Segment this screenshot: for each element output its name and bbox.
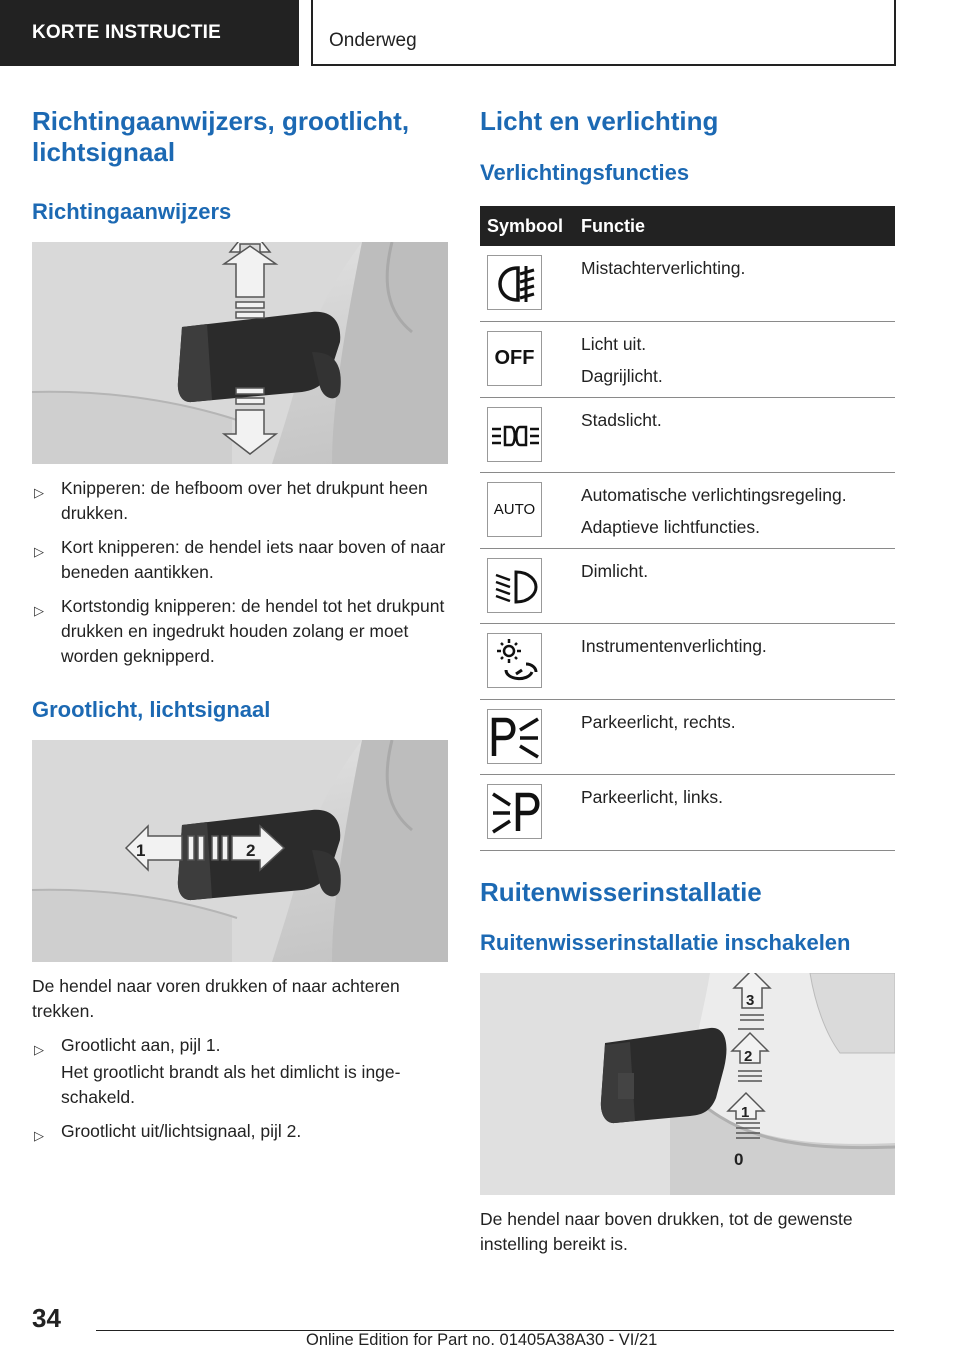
list-item: ▷ Kort knipperen: de hendel iets naar boven of naar beneden aantikken. [34, 537, 446, 582]
subsection-title-lighting-functions: Verlichtingsfuncties [480, 160, 690, 185]
table-row: Instrumentenverlichting. [480, 624, 895, 700]
turn-signal-list [32, 476, 448, 669]
table-row: OFF Licht uit. Dagrijlicht. [480, 322, 895, 398]
left-column [32, 100, 448, 1153]
triangle-bullet-icon: ▷ [34, 603, 44, 618]
column-header-symbol: Symbool [480, 206, 581, 246]
edition-text: Online Edition for Part no. 01405A38A30 - VI/21 [306, 1331, 658, 1349]
subsection-title-high-beam: Grootlicht, lichtsignaal [32, 697, 271, 722]
chapter-tab: Onderweg [311, 0, 896, 66]
wiper-label-3: 3 [746, 991, 755, 1009]
section-tab: KORTE INSTRUCTIE [0, 0, 299, 66]
list-item: ▷ Grootlicht aan, pijl 1. [32, 1033, 448, 1058]
triangle-bullet-icon: ▷ [34, 1042, 44, 1057]
turn-signal-lever-image [32, 242, 448, 464]
page-footer [0, 1300, 960, 1362]
triangle-bullet-icon: ▷ [34, 1128, 44, 1143]
auto-light-icon: AUTO [487, 482, 542, 537]
wiper-label-1: 1 [741, 1103, 750, 1121]
triangle-bullet-icon: ▷ [34, 485, 44, 500]
arrow-label-1: 1 [136, 841, 146, 860]
side-light-icon [487, 407, 542, 462]
high-beam-lever-image [32, 740, 448, 962]
table-header-row [480, 206, 895, 246]
section-title-lighting: Licht en verlichting [480, 106, 719, 136]
table-row: Parkeerlicht, rechts. [480, 699, 895, 775]
high-beam-note: Het grootlicht brandt als het dimlicht is ingeschakeld. [61, 1062, 401, 1107]
table-row: Dimlicht. [480, 548, 895, 624]
rear-fog-light-icon [487, 255, 542, 310]
list-item: ▷ Knipperen: de hefboom over het drukpunt heen drukken. [34, 478, 428, 523]
triangle-bullet-icon: ▷ [34, 544, 44, 559]
arrow-label-2: 2 [246, 841, 256, 860]
table-row: AUTO Automatische verlichtingsregeling. Adaptieve lichtfuncties. [480, 473, 895, 549]
lights-off-icon: OFF [487, 331, 542, 386]
wiper-label-2: 2 [744, 1047, 753, 1065]
table-row: Stadslicht. [480, 397, 895, 473]
wiper-label-0: 0 [734, 1149, 744, 1169]
subsection-title-wipers-on: Ruitenwisserinstallatie inschakelen [480, 929, 851, 955]
section-title-turn-signals: Richtingaanwijzers, grootlicht, lichtsignaal [32, 106, 410, 167]
right-column [480, 100, 895, 1257]
table-row: Mistachterverlichting. [480, 246, 895, 322]
subsection-title-turn-signals: Richtingaanwijzers [32, 199, 232, 224]
column-header-function: Functie [581, 206, 895, 246]
high-beam-list-2 [32, 1119, 448, 1144]
section-title-wipers: Ruitenwisserinstallatie [480, 876, 762, 907]
parking-light-left-icon [487, 784, 542, 839]
wiper-paragraph: De hendel naar boven drukken, tot de gewenste instelling bereikt is. [480, 1208, 853, 1254]
wiper-lever-image [480, 973, 895, 1195]
page-number: 34 [32, 1303, 61, 1333]
parking-light-right-icon [487, 709, 542, 764]
high-beam-paragraph: De hendel naar voren drukken of naar achteren trekken. [32, 976, 400, 1021]
page-header [0, 0, 960, 66]
low-beam-icon [487, 558, 542, 613]
lighting-functions-table [480, 206, 895, 851]
instrument-lighting-icon [487, 633, 542, 688]
high-beam-list [32, 1033, 448, 1058]
list-item: ▷ Kortstondig knipperen: de hendel tot het drukpunt drukken en ingedrukt houden zolang er moet worden geknipperd. [34, 596, 445, 666]
list-item: ▷ Grootlicht uit/lichtsignaal, pijl 2. [32, 1119, 448, 1144]
table-row: Parkeerlicht, links. [480, 775, 895, 851]
